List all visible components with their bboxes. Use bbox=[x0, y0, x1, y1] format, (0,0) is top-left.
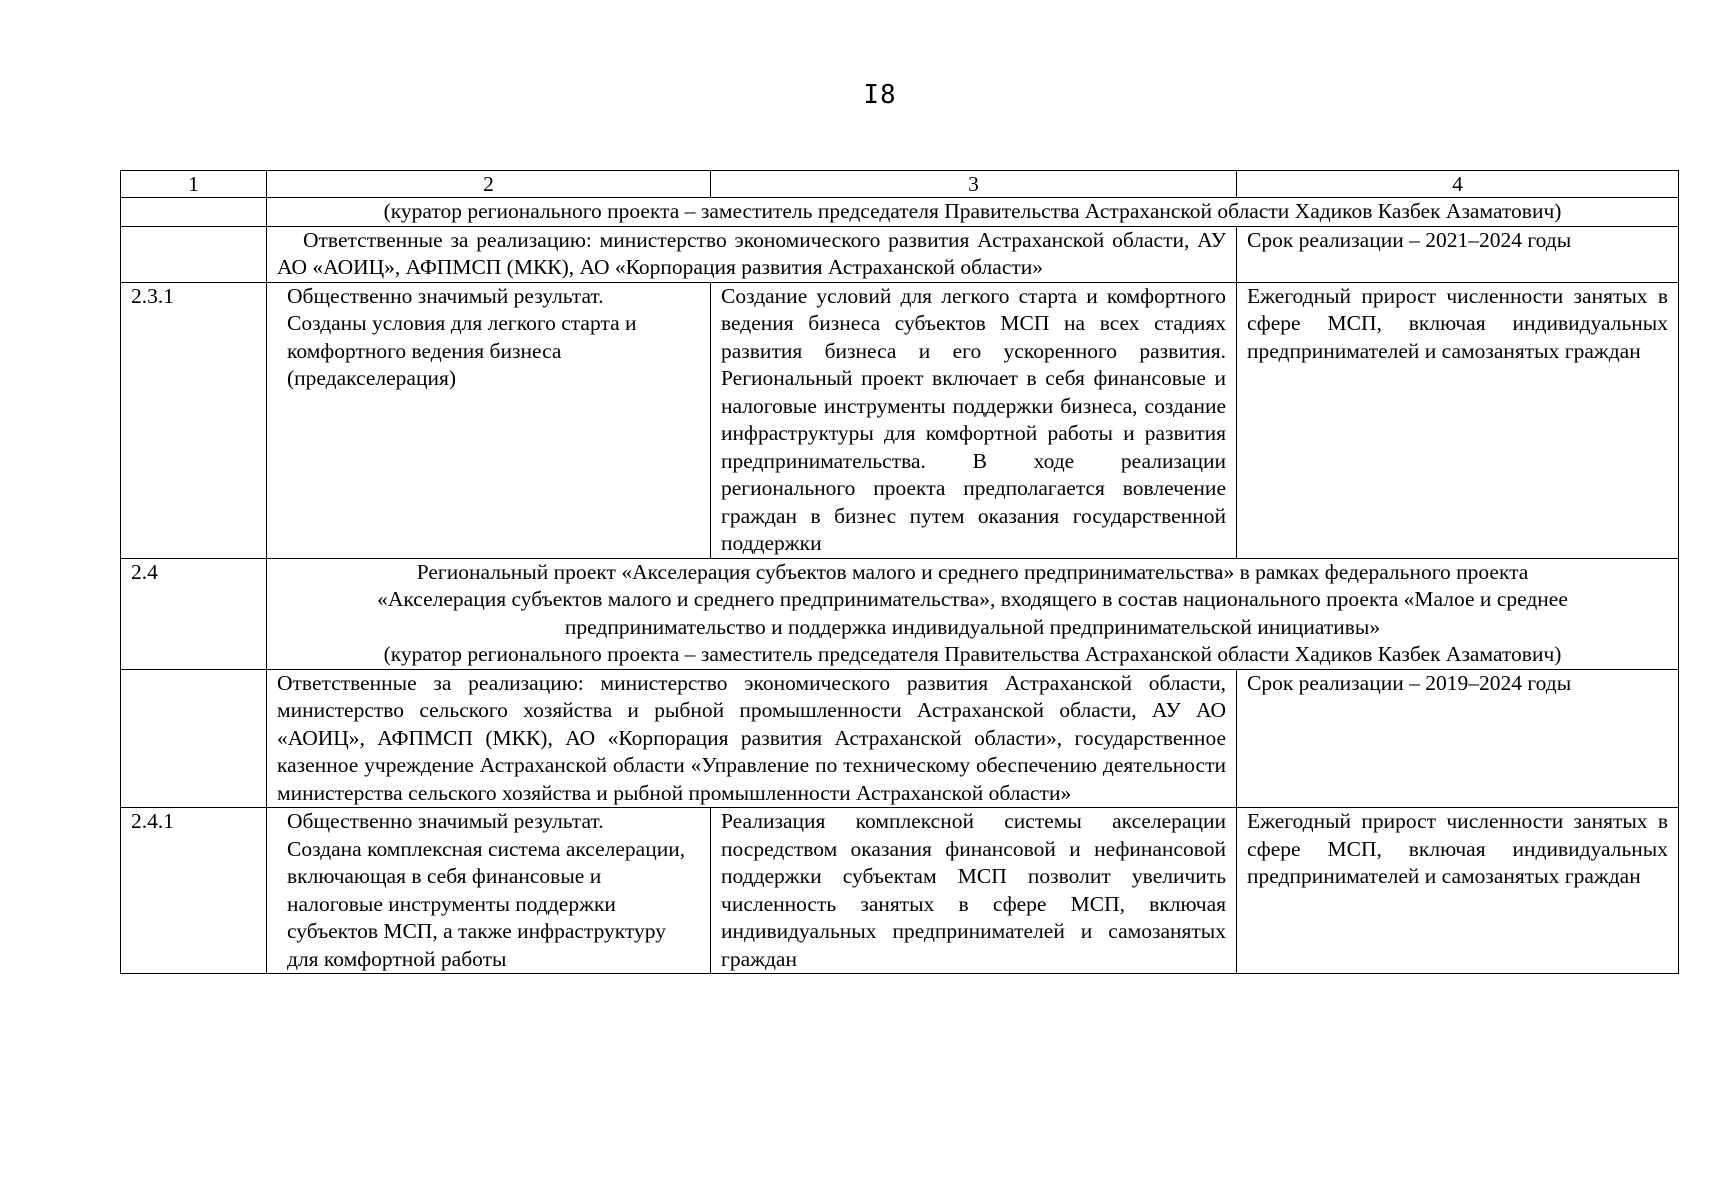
project-title-line: «Акселерация субъектов малого и среднего предпринимательства», входящего в состав национального проекта «Малое и среднее bbox=[377, 587, 1568, 611]
indicator-text: Ежегодный прирост численности занятых в сфере МСП, включая индивидуальных предпринимателей и самозанятых граждан bbox=[1237, 282, 1679, 558]
project-title-line: предпринимательство и поддержка индивидуальной предпринимательской инициативы» bbox=[564, 614, 1381, 639]
project-title-line: Региональный проект «Акселерация субъектов малого и среднего предпринимательства» в рамках федерального проекта bbox=[416, 559, 1529, 584]
curator-row bbox=[121, 198, 1679, 227]
page-number: I8 bbox=[863, 80, 897, 110]
row-number: 2.4.1 bbox=[121, 808, 267, 974]
column-number-4: 4 bbox=[1237, 171, 1679, 198]
result-cell bbox=[267, 282, 711, 558]
indicator-text: Ежегодный прирост численности занятых в сфере МСП, включая индивидуальных предпринимателей и самозанятых граждан bbox=[1237, 808, 1679, 974]
responsible-row bbox=[121, 669, 1679, 808]
result-title: Общественно значимый результат. bbox=[287, 283, 604, 308]
column-number-3: 3 bbox=[711, 171, 1237, 198]
column-number-2: 2 bbox=[267, 171, 711, 198]
term-text: Срок реализации – 2021–2024 годы bbox=[1237, 226, 1679, 282]
responsible-text: Ответственные за реализацию: министерство экономического развития Астраханской области, министерство сельского хозяйства и рыбной промышленности Астраханской области, АУ АО «АОИЦ», АФПМСП (МКК), АО «Корпорация развития Астраханской области», государственное казенное учреждение Астраханской области «Управление по техническому обеспечению деятельности министерства сельского хозяйства и рыбной промышленности Астраханской области» bbox=[267, 669, 1237, 808]
table-row bbox=[121, 282, 1679, 558]
empty-cell bbox=[121, 669, 267, 808]
term-text: Срок реализации – 2019–2024 годы bbox=[1237, 669, 1679, 808]
project-row bbox=[121, 558, 1679, 669]
responsible-text: Ответственные за реализацию: министерство экономического развития Астраханской области, АУ АО «АОИЦ», АФПМСП (МКК), АО «Корпорация развития Астраханской области» bbox=[267, 226, 1237, 282]
result-text: Созданы условия для легкого старта и комфортного ведения бизнеса (предакселерация) bbox=[287, 311, 637, 390]
column-number-1: 1 bbox=[121, 171, 267, 198]
empty-cell bbox=[121, 226, 267, 282]
row-number: 2.4 bbox=[121, 558, 267, 669]
result-title: Общественно значимый результат. bbox=[287, 809, 604, 833]
description-text: Создание условий для легкого старта и комфортного ведения бизнеса субъектов МСП на всех стадиях развития бизнеса и его ускоренного развития. Региональный проект включает в себя финансовые и налоговые инструменты поддержки бизнеса, создание инфраструктуры для комфортной работы и развития предпринимательства. В ходе реализации регионального проекта предполагается вовлечение граждан в бизнес путем оказания государственной поддержки bbox=[711, 282, 1237, 558]
table-header-row bbox=[121, 171, 1679, 198]
table-row bbox=[121, 808, 1679, 974]
program-table bbox=[120, 170, 1679, 974]
result-cell bbox=[267, 808, 711, 974]
responsible-row bbox=[121, 226, 1679, 282]
curator-text: (куратор регионального проекта – заместитель председателя Правительства Астраханской области Хадиков Казбек Азаматович) bbox=[383, 642, 1562, 666]
description-text: Реализация комплексной системы акселерации посредством оказания финансовой и нефинансовой поддержки субъектам МСП позволит увеличить численность занятых в сфере МСП, включая индивидуальных предпринимателей и самозанятых граждан bbox=[711, 808, 1237, 974]
result-text: Создана комплексная система акселерации, включающая в себя финансовые и налоговые инструменты поддержки субъектов МСП, а также инфраструктуру для комфортной работы bbox=[287, 836, 686, 971]
project-title-cell bbox=[267, 558, 1679, 669]
curator-text: (куратор регионального проекта – заместитель председателя Правительства Астраханской области Хадиков Казбек Азаматович) bbox=[267, 198, 1679, 227]
empty-cell bbox=[121, 198, 267, 227]
row-number: 2.3.1 bbox=[121, 282, 267, 558]
